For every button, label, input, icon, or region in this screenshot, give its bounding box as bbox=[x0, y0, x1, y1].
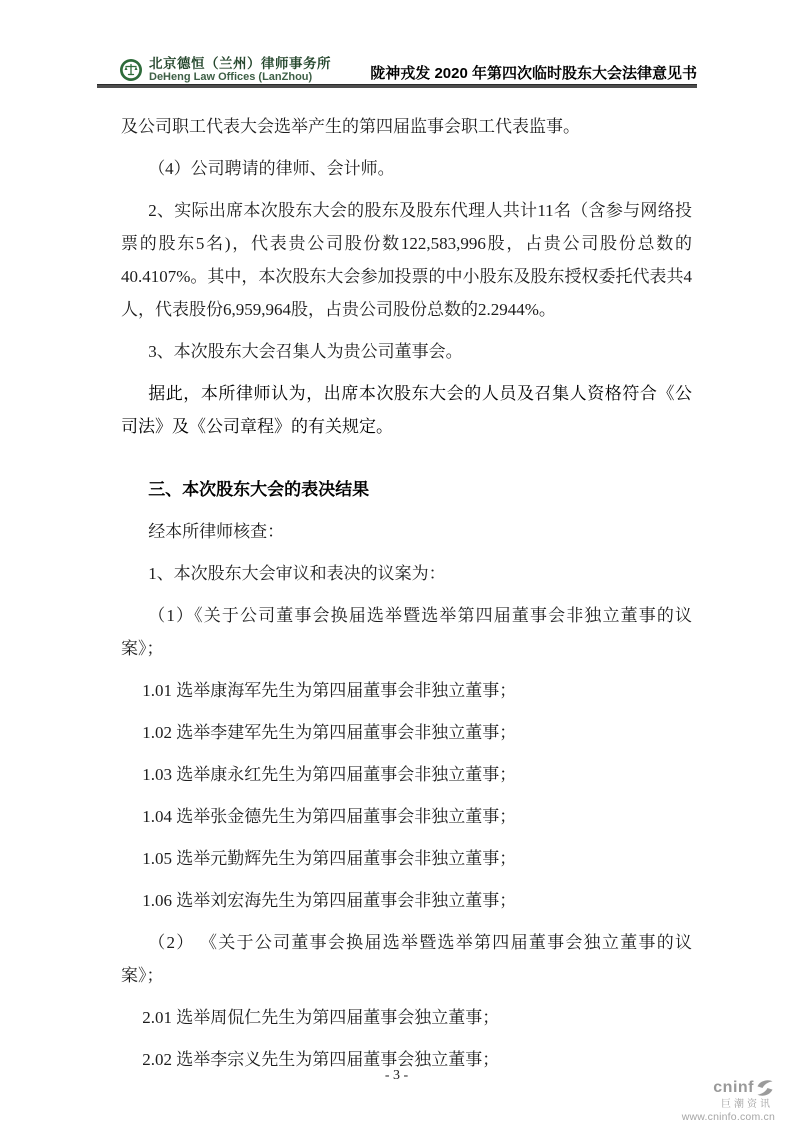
header-divider bbox=[97, 84, 697, 88]
proposal-item: 1.02 选举李建军先生为第四届董事会非独立董事； bbox=[142, 723, 517, 742]
paragraph: 2、实际出席本次股东大会的股东及股东代理人共计11名（含参与网络投票的股东5名)，代表贵公司股份数122,583,996股，占贵公司股份总数的40.4107%。其中，本次股东大会参加投票的中小股东及股东授权委托代表共4人，代表股份6,959,964股，占贵公司股份总数的2.2944%。 bbox=[121, 201, 692, 319]
paragraph: （4）公司聘请的律师、会计师。 bbox=[148, 159, 395, 178]
paragraph: 1、本次股东大会审议和表决的议案为： bbox=[148, 564, 446, 583]
document-title: 陇神戎发 2020 年第四次临时股东大会法律意见书 bbox=[370, 65, 697, 82]
paragraph: 经本所律师核查： bbox=[148, 522, 285, 541]
firm-identity bbox=[119, 56, 331, 84]
page-header bbox=[119, 48, 697, 84]
cninfo-url: www.cninfo.com.cn bbox=[681, 1111, 775, 1123]
deheng-seal-icon bbox=[119, 58, 143, 82]
firm-names bbox=[149, 56, 331, 84]
cninfo-swirl-icon bbox=[755, 1078, 775, 1098]
proposal-item: 1.03 选举康永红先生为第四届董事会非独立董事； bbox=[142, 765, 517, 784]
page-number: - 3 - bbox=[384, 1068, 409, 1083]
proposal-group-title: （2） 《关于公司董事会换届选举暨选举第四届董事会独立董事的议案》； bbox=[121, 933, 692, 985]
cninfo-logo-text: cninf bbox=[713, 1079, 754, 1097]
firm-name-en: DeHeng Law Offices (LanZhou) bbox=[149, 71, 313, 84]
proposal-group-title: （1）《关于公司董事会换届选举暨选举第四届董事会非独立董事的议案》； bbox=[121, 606, 692, 658]
document-body bbox=[121, 110, 692, 1085]
proposal-item: 2.02 选举李宗义先生为第四届董事会独立董事； bbox=[142, 1050, 500, 1069]
section-heading: 三、本次股东大会的表决结果 bbox=[148, 480, 370, 499]
proposal-item: 1.06 选举刘宏海先生为第四届董事会非独立董事； bbox=[142, 891, 517, 910]
cninfo-logo bbox=[682, 1078, 775, 1124]
proposal-item: 1.01 选举康海军先生为第四届董事会非独立董事； bbox=[142, 681, 517, 700]
conclusion-paragraph: 据此，本所律师认为，出席本次股东大会的人员及召集人资格符合《公司法》及《公司章程》的有关规定。 bbox=[121, 384, 692, 436]
paragraph-continuation: 及公司职工代表大会选举产生的第四届监事会职工代表监事。 bbox=[121, 117, 580, 136]
firm-name-zh: 北京德恒（兰州）律师事务所 bbox=[149, 55, 331, 71]
proposal-item: 2.01 选举周侃仁先生为第四届董事会独立董事； bbox=[142, 1008, 500, 1027]
proposal-item: 1.05 选举元勤辉先生为第四届董事会非独立董事； bbox=[142, 849, 517, 868]
paragraph: 3、本次股东大会召集人为贵公司董事会。 bbox=[148, 342, 463, 361]
cninfo-caption: 巨潮资讯 bbox=[721, 1099, 773, 1110]
cninfo-wordmark bbox=[682, 1078, 775, 1098]
proposal-item: 1.04 选举张金德先生为第四届董事会非独立董事； bbox=[142, 807, 517, 826]
